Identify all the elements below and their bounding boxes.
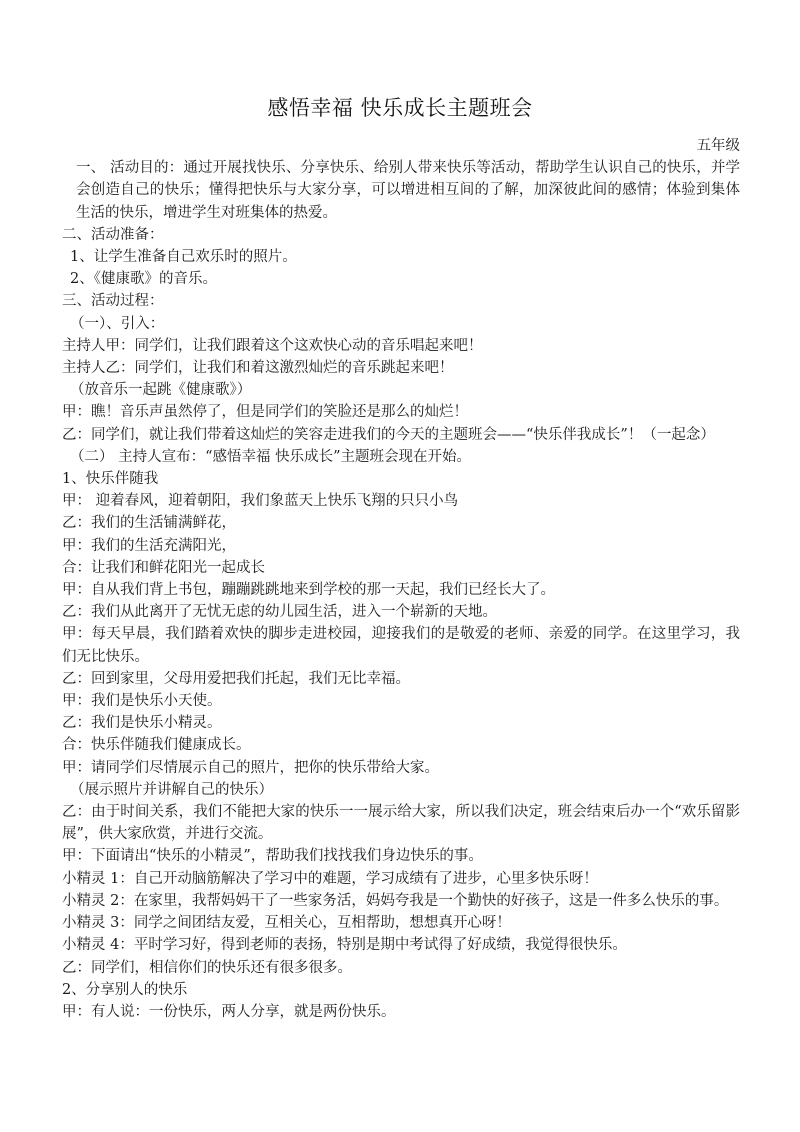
document-line: （一）、引入： — [70, 315, 165, 332]
document-line: 小精灵 3：同学之间团结友爱，互相关心，互相帮助，想想真开心呀！ — [62, 915, 511, 932]
document-line: 乙：回到家里，父母用爱把我们托起，我们无比幸福。 — [62, 670, 410, 687]
document-line: 乙：由于时间关系，我们不能把大家的快乐一一展示给大家，所以我们决定，班会结束后办一个“欢乐留影展”，供大家欣赏，并进行交流。 — [62, 804, 740, 843]
grade-label: 五年级 — [696, 138, 740, 155]
document-line: 小精灵 2：在家里，我帮妈妈干了一些家务活，妈妈夸我是一个勤快的好孩子，这是一件多么快乐的事。 — [62, 892, 729, 909]
document-line: 2、《健康歌》的音乐。 — [70, 271, 217, 288]
document-line: 三、活动过程： — [62, 293, 164, 310]
document-line: 乙：我们的生活铺满鲜花， — [62, 515, 236, 532]
document-body — [0, 157, 800, 1023]
document-line: 主持人甲：同学们，让我们跟着这个这欢快心动的音乐唱起来吧！ — [62, 337, 483, 354]
document-line: 甲：瞧！音乐声虽然停了，但是同学们的笑脸还是那么的灿烂！ — [62, 404, 468, 421]
document-line: （展示照片并讲解自己的快乐） — [70, 781, 273, 798]
document-line: 甲：自从我们背上书包，蹦蹦跳跳地来到学校的那一天起，我们已经长大了。 — [62, 582, 555, 599]
document-line: 乙：我们从此离开了无忧无虑的幼儿园生活，进入一个崭新的天地。 — [62, 604, 497, 621]
document-line: 甲：下面请出“快乐的小精灵”，帮助我们找找我们身边快乐的事。 — [62, 848, 483, 865]
document-line: 甲：我们是快乐小天使。 — [62, 693, 222, 710]
document-line: 甲： 迎着春风，迎着朝阳，我们象蓝天上快乐飞翔的只只小鸟 — [62, 493, 459, 510]
document-line: 乙：同学们，就让我们带着这灿烂的笑容走进我们的今天的主题班会——“快乐伴我成长”！（一起念） — [62, 426, 715, 443]
document-line: （二） 主持人宣布：“感悟幸福 快乐成长”主题班会现在开始。 — [70, 448, 472, 465]
document-line: 二、活动准备： — [62, 226, 164, 243]
document-line: 甲：我们的生活充满阳光， — [62, 537, 236, 554]
document-line: 2、分享别人的快乐 — [62, 981, 188, 998]
document-line: 主持人乙：同学们，让我们和着这激烈灿烂的音乐跳起来吧！ — [62, 360, 454, 377]
document-line: 合：快乐伴随我们健康成长。 — [62, 737, 251, 754]
document-line: 乙：我们是快乐小精灵。 — [62, 715, 222, 732]
page-title: 感悟幸福 快乐成长主题班会 — [267, 96, 533, 120]
document-line: （放音乐一起跳《健康歌》） — [70, 382, 252, 399]
document-line: 合：让我们和鲜花阳光一起成长 — [62, 559, 265, 576]
document-line: 小精灵 4：平时学习好，得到老师的表扬，特别是期中考试得了好成绩，我觉得很快乐。 — [62, 937, 627, 954]
document-line: 1、快乐伴随我 — [62, 471, 159, 488]
document-line: 甲：有人说：一份快乐，两人分享，就是两份快乐。 — [62, 1003, 396, 1020]
document-line: 甲：每天早晨，我们踏着欢快的脚步走进校园，迎接我们的是敬爱的老师、亲爱的同学。在这里学习，我们无比快乐。 — [62, 626, 740, 665]
document-line: 甲：请同学们尽情展示自己的照片，把你的快乐带给大家。 — [62, 759, 439, 776]
document-line: 小精灵 1：自己开动脑筋解决了学习中的难题，学习成绩有了进步，心里多快乐呀！ — [62, 870, 598, 887]
document-line: 一、 活动目的：通过开展找快乐、分享快乐、给别人带来快乐等活动，帮助学生认识自己的快乐，并学会创造自己的快乐；懂得把快乐与大家分享，可以增进相互间的了解，加深彼此间的感情；体验到集体生活的快乐，增进学生对班集体的热爱。 — [76, 160, 740, 221]
document-line: 乙：同学们，相信你们的快乐还有很多很多。 — [62, 959, 352, 976]
document-line: 1、让学生准备自己欢乐时的照片。 — [70, 249, 297, 265]
